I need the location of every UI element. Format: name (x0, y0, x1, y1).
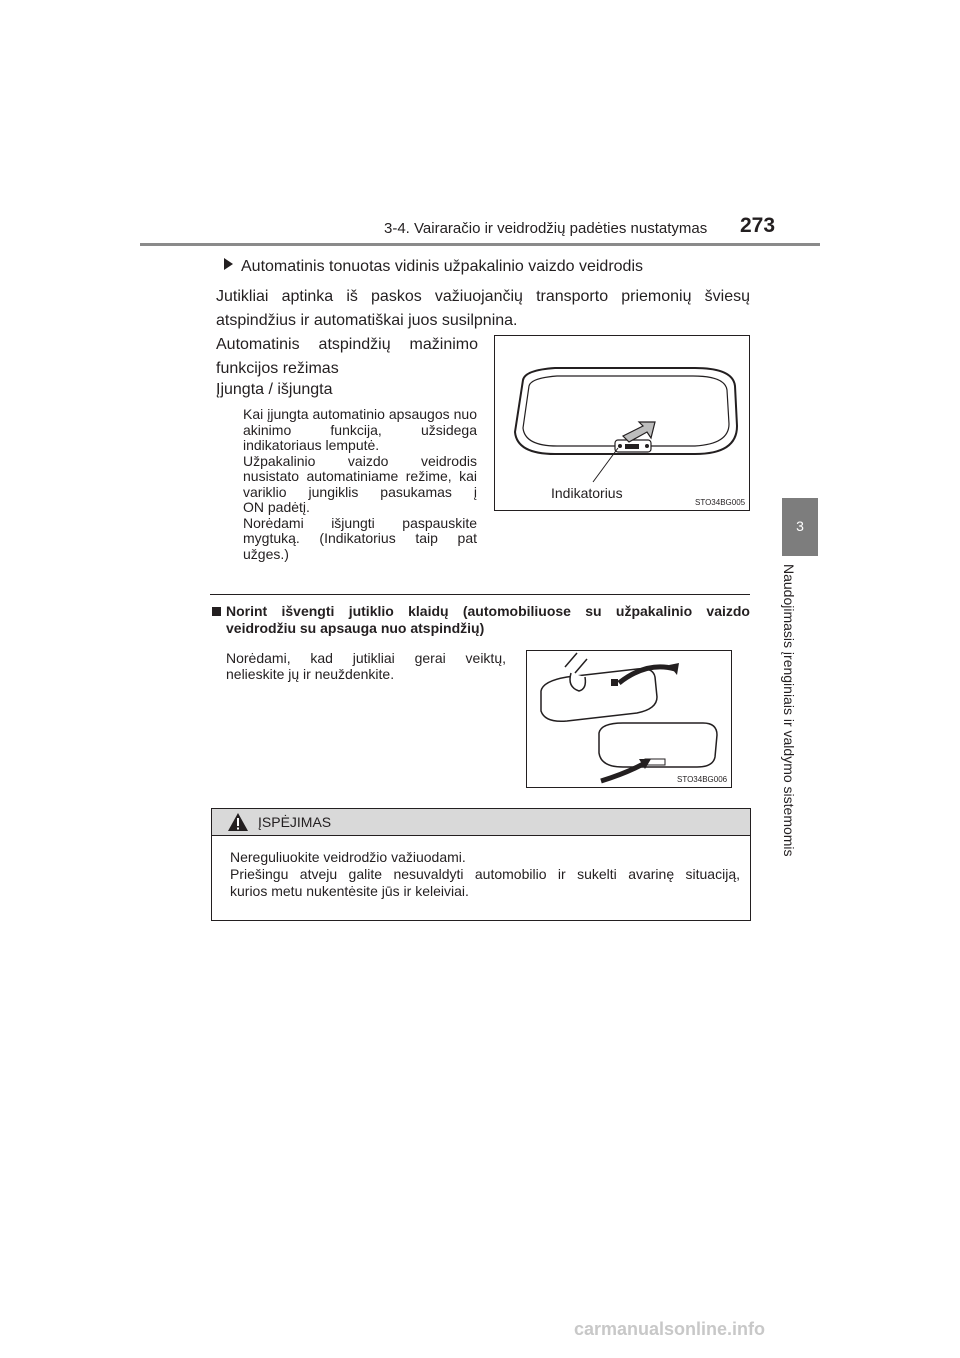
subsection-title: Automatinis tonuotas vidinis užpakalinio vaizdo veidrodis (241, 258, 643, 275)
intro-line-1: Jutikliai aptinka iš paskos važiuojančių transporto priemonių šviesų (216, 288, 750, 305)
warning-triangle-icon (227, 812, 249, 832)
section2-title-1: Norint išvengti jutiklio klaidų (automobiliuose su užpakalinio vaizdo (226, 603, 750, 619)
watermark: carmanualsonline.info (574, 1319, 766, 1339)
note-1b: indikatoriaus lemputė. (243, 437, 380, 453)
sensor-figure (526, 650, 732, 788)
figure-code: STO34BG005 (695, 498, 746, 507)
note-3a: Norėdami išjungti paspauskite mygtuką. (Indikatorius taip pat (243, 514, 477, 546)
section2-title-2: veidrodžiu su apsauga nuo atspindžių) (226, 620, 485, 636)
warning-header (212, 809, 750, 836)
chapter-number: 3 (796, 518, 804, 534)
note-2a: Užpakalinio vaizdo veidrodis nusistato automatiniame režime, kai variklio jungiklis pasukamas į (243, 452, 477, 500)
sensor-advice (226, 650, 506, 682)
page-number: 273 (740, 214, 776, 237)
section-separator (210, 594, 750, 595)
section-header-title: 3-4. Vairaračio ir veidrodžių padėties nustatymas (384, 220, 708, 237)
chapter-title: Naudojimasis įrenginiais ir valdymo sistemomis (781, 564, 797, 857)
intro-line-2: atspindžius ir automatiškai juos susilpnina. (216, 312, 518, 329)
warning-line-3: kurios metu nukentėsite jūs ir keleiviai. (230, 883, 469, 899)
warning-body (230, 849, 740, 900)
mirror-sensors-illustration (527, 651, 731, 787)
square-bullet-icon (212, 607, 221, 616)
mode-notes (243, 407, 477, 562)
sensor-advice-1: Norėdami, kad jutikliai gerai veiktų, (226, 650, 506, 666)
warning-line-2: Priešingu atveju galite nesuvaldyti automobilio ir sukelti avarinę situaciją, (230, 866, 740, 882)
figure2-code: STO34BG006 (677, 775, 728, 784)
sensor-advice-2: nelieskite jų ir neuždenkite. (226, 666, 395, 682)
mode-label: Automatinis atspindžių mažinimo funkcijos režimas (216, 336, 478, 377)
intro-paragraph (216, 285, 750, 333)
section2-heading (212, 603, 750, 637)
note-3b: užges.) (243, 545, 289, 562)
warning-line-1: Nereguliuokite veidrodžio važiuodami. (230, 849, 466, 865)
mirror-indicator-figure (494, 335, 750, 511)
subsection-heading (224, 258, 643, 276)
header-rule (140, 243, 820, 246)
note-2b: ON padėtį. (243, 499, 310, 515)
indicator-callout: Indikatorius (551, 485, 623, 501)
note-1a: Kai įjungta automatinio apsaugos nuo akinimo funkcija, užsidega (243, 406, 477, 438)
warning-box (211, 808, 751, 921)
rearview-mirror-illustration (495, 336, 749, 510)
warning-title: ĮSPĖJIMAS (258, 814, 332, 830)
triangle-bullet-icon (224, 258, 233, 270)
mode-value: Įjungta / išjungta (216, 381, 333, 398)
